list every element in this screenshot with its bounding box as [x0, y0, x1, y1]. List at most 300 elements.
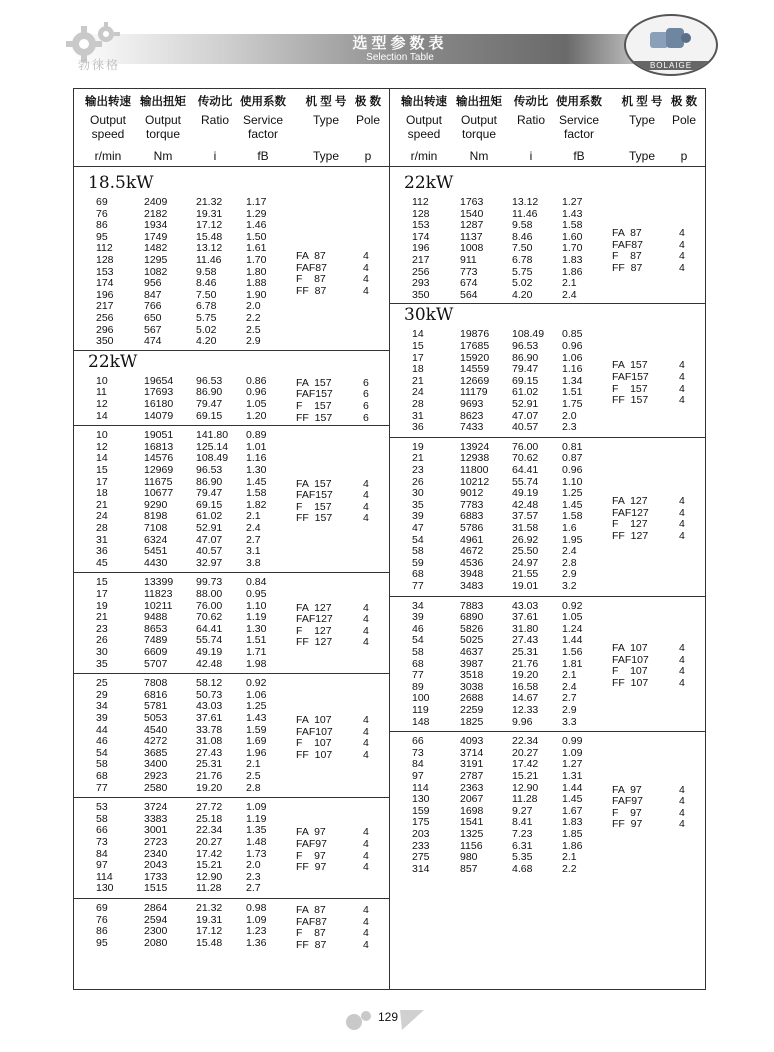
table-cell: 0.96: [246, 386, 267, 399]
col-header-en: Output torque: [460, 113, 498, 141]
col-header-cn: 传动比: [197, 96, 233, 108]
pole-count: 4: [363, 915, 369, 928]
table-cell: 175: [412, 816, 430, 829]
table-cell: 2.0: [246, 300, 261, 313]
table-cell: 12.90: [512, 781, 539, 794]
table-cell: 1698: [460, 804, 484, 817]
brand-name: 勃徕格: [78, 58, 121, 72]
section-rule: [74, 350, 389, 351]
table-cell: 1.09: [246, 801, 267, 814]
model-type: FA 97: [296, 826, 326, 839]
table-cell: 6609: [144, 646, 168, 658]
table-cell: 2787: [460, 770, 484, 782]
table-cell: 1.51: [246, 634, 267, 647]
table-cell: 1.25: [562, 487, 583, 500]
table-cell: 1.44: [562, 781, 583, 794]
group-rule: [74, 797, 389, 798]
table-cell: 2.4: [246, 522, 261, 534]
table-cell: 76: [96, 913, 108, 926]
pole-count: 4: [679, 677, 685, 689]
pole-count: 4: [363, 624, 369, 637]
table-cell: 13399: [144, 576, 174, 589]
table-cell: 11.28: [196, 882, 222, 895]
selection-table: [73, 88, 706, 990]
table-cell: 69: [96, 902, 108, 914]
table-cell: 108.49: [196, 452, 229, 465]
table-cell: 1.06: [246, 688, 267, 701]
table-cell: 86: [96, 219, 108, 232]
table-cell: 5.75: [512, 265, 533, 278]
col-header-unit: Nm: [469, 149, 489, 163]
table-cell: 153: [412, 219, 430, 232]
table-cell: 25: [96, 677, 108, 690]
table-cell: 2067: [460, 793, 484, 806]
table-cell: 1.06: [562, 351, 583, 364]
pole-count: 4: [679, 795, 685, 808]
table-cell: 128: [96, 254, 114, 266]
table-cell: 17.42: [196, 847, 223, 860]
table-cell: 14576: [144, 452, 174, 465]
table-cell: 14559: [460, 363, 490, 376]
table-cell: 17: [412, 351, 424, 364]
table-cell: 15.48: [196, 230, 223, 243]
table-cell: 66: [96, 824, 108, 837]
table-cell: 61.02: [196, 510, 223, 523]
model-type: FAF107: [296, 725, 333, 738]
table-cell: 69.15: [512, 374, 539, 387]
table-cell: 5025: [460, 634, 484, 647]
table-cell: 2923: [144, 770, 168, 782]
table-cell: 674: [460, 277, 478, 290]
table-cell: 77: [96, 781, 108, 794]
pole-count: 4: [363, 489, 369, 502]
table-cell: 15.21: [512, 770, 539, 782]
table-cell: 1.75: [562, 398, 583, 410]
table-cell: 1.81: [562, 657, 583, 670]
table-cell: 4536: [460, 556, 484, 569]
table-cell: 70.62: [196, 611, 223, 624]
table-cell: 70.62: [512, 452, 539, 465]
table-cell: 10212: [460, 475, 490, 488]
col-header-en: Output speed: [89, 113, 127, 141]
table-cell: 40.57: [512, 421, 539, 434]
table-cell: 203: [412, 828, 430, 840]
table-cell: 76.00: [196, 599, 223, 612]
table-cell: 1.86: [562, 839, 583, 852]
pole-count: 4: [679, 371, 685, 383]
table-cell: 1.34: [562, 374, 583, 387]
model-type: F 87: [296, 273, 326, 286]
pole-count: 4: [679, 783, 685, 796]
table-cell: 3.8: [246, 556, 261, 569]
table-cell: 23: [412, 464, 424, 476]
table-cell: 37.61: [196, 712, 223, 724]
col-header-cn: 输出转速: [85, 96, 131, 108]
table-cell: 55.74: [512, 475, 539, 488]
table-cell: 21.55: [512, 568, 539, 581]
table-cell: 19654: [144, 374, 174, 387]
table-cell: 9.96: [512, 715, 533, 728]
table-cell: 1934: [144, 219, 168, 232]
table-cell: 567: [144, 323, 162, 336]
table-cell: 25.18: [196, 812, 223, 825]
table-cell: 19.20: [196, 781, 223, 794]
table-cell: 9693: [460, 398, 484, 410]
table-cell: 148: [412, 715, 430, 728]
model-type: FAF157: [296, 489, 333, 502]
table-cell: 0.87: [562, 452, 583, 465]
table-cell: 2340: [144, 847, 168, 860]
table-cell: 50.73: [196, 688, 223, 701]
pole-count: 4: [363, 725, 369, 738]
table-cell: 0.96: [562, 340, 583, 352]
title-en: Selection Table: [366, 52, 434, 63]
table-cell: 4272: [144, 735, 168, 748]
table-cell: 17685: [460, 340, 490, 352]
model-type: FAF87: [612, 238, 643, 251]
table-cell: 196: [96, 288, 114, 301]
table-cell: 1.31: [562, 770, 583, 782]
table-cell: 2.0: [562, 409, 577, 422]
table-cell: 19051: [144, 429, 174, 442]
table-cell: 2300: [144, 925, 168, 938]
table-cell: 1.90: [246, 288, 267, 301]
table-cell: 13924: [460, 440, 490, 453]
table-cell: 54: [412, 533, 424, 546]
table-cell: 11823: [144, 588, 173, 600]
col-header-en: Ratio: [516, 113, 545, 127]
table-cell: 1.29: [246, 207, 267, 220]
table-cell: 37.57: [512, 510, 539, 523]
table-cell: 2864: [144, 902, 168, 914]
table-cell: 1.30: [246, 622, 267, 635]
table-cell: 97: [96, 859, 108, 872]
table-cell: 43.03: [196, 700, 223, 713]
model-type: FF 97: [612, 818, 643, 831]
table-cell: 89: [412, 680, 424, 693]
table-cell: 17.42: [512, 758, 539, 771]
table-cell: 141.80: [196, 429, 229, 442]
table-cell: 1.80: [246, 265, 267, 278]
table-cell: 4672: [460, 545, 484, 558]
table-cell: 2.1: [562, 851, 577, 864]
pole-count: 4: [679, 495, 685, 507]
pole-count: 4: [363, 285, 369, 297]
table-cell: 112: [96, 242, 113, 255]
table-cell: 0.99: [562, 735, 583, 748]
table-cell: 14: [96, 409, 108, 422]
column-divider: [389, 89, 390, 989]
model-type: FA 157: [296, 477, 332, 490]
pole-count: 4: [363, 512, 369, 525]
pole-count: 4: [363, 613, 369, 626]
col-header-unit: fB: [257, 149, 269, 163]
table-cell: 31.58: [512, 522, 539, 534]
table-cell: 77: [412, 580, 424, 592]
table-cell: 12.90: [196, 870, 223, 883]
group-rule: [390, 596, 705, 597]
table-cell: 314: [412, 862, 430, 875]
table-cell: 2.4: [562, 545, 577, 558]
table-cell: 1.36: [246, 936, 267, 949]
col-header-unit: fB: [573, 149, 585, 163]
table-cell: 128: [412, 207, 430, 220]
table-cell: 2594: [144, 913, 168, 926]
table-cell: 58: [96, 812, 108, 825]
table-cell: 30: [96, 646, 108, 658]
pole-count: 4: [679, 506, 685, 519]
group-rule: [390, 437, 705, 438]
table-cell: 5707: [144, 657, 168, 670]
table-cell: 68: [412, 657, 424, 670]
table-cell: 34: [412, 599, 424, 612]
table-cell: 1.10: [562, 475, 583, 488]
table-cell: 5.02: [196, 323, 217, 336]
table-cell: 0.89: [246, 429, 267, 442]
table-cell: 1.19: [246, 611, 267, 624]
table-cell: 39: [412, 611, 424, 624]
model-type: FF 157: [296, 411, 333, 424]
table-cell: 1137: [460, 230, 483, 243]
table-cell: 0.84: [246, 576, 267, 589]
table-cell: 8623: [460, 409, 484, 422]
table-cell: 17.12: [196, 925, 223, 938]
table-cell: 13.12: [196, 242, 223, 255]
table-cell: 6.31: [512, 839, 533, 852]
table-cell: 4.20: [196, 335, 217, 348]
table-cell: 1.50: [246, 230, 267, 243]
pole-count: 4: [679, 238, 685, 251]
table-cell: 12938: [460, 452, 490, 465]
table-cell: 55.74: [196, 634, 223, 647]
model-type: FF 87: [296, 285, 327, 297]
table-cell: 26.92: [512, 533, 539, 546]
table-cell: 49.19: [196, 646, 223, 658]
table-cell: 847: [144, 288, 162, 301]
model-type: F 157: [296, 400, 332, 412]
table-cell: 31.08: [196, 735, 223, 748]
table-cell: 11.46: [196, 254, 222, 266]
table-cell: 1.25: [246, 700, 267, 713]
table-cell: 15920: [460, 351, 490, 364]
table-cell: 8.46: [196, 277, 217, 290]
pole-count: 4: [679, 250, 685, 263]
table-cell: 293: [412, 277, 430, 290]
table-cell: 10: [96, 429, 108, 442]
table-cell: 196: [412, 242, 430, 255]
pole-count: 4: [363, 826, 369, 839]
table-cell: 15: [96, 576, 108, 589]
table-cell: 39: [96, 712, 108, 724]
table-cell: 1.58: [562, 510, 583, 523]
table-cell: 1.98: [246, 657, 267, 670]
table-cell: 119: [412, 704, 429, 716]
table-cell: 86.90: [512, 351, 539, 364]
table-cell: 1.56: [562, 646, 583, 658]
pole-count: 4: [363, 273, 369, 286]
table-cell: 97: [412, 770, 424, 782]
table-cell: 9290: [144, 498, 168, 511]
pole-count: 4: [363, 904, 369, 916]
page-header: [0, 0, 774, 80]
table-cell: 24: [96, 510, 108, 523]
table-cell: 217: [412, 254, 430, 266]
section-rule: [390, 303, 705, 304]
table-cell: 13.12: [512, 196, 539, 208]
table-cell: 6.78: [512, 254, 533, 266]
table-cell: 1540: [460, 207, 484, 220]
table-cell: 1.43: [246, 712, 267, 724]
model-type: FA 127: [612, 495, 648, 507]
model-type: F 157: [296, 500, 332, 513]
table-cell: 58.12: [196, 677, 223, 690]
table-cell: 21.32: [196, 196, 223, 208]
table-cell: 1.58: [246, 487, 267, 500]
table-cell: 1325: [460, 828, 484, 840]
power-rating: 18.5kW: [88, 173, 154, 193]
table-cell: 5826: [460, 622, 484, 635]
table-cell: 130: [412, 793, 430, 806]
table-cell: 2.8: [246, 781, 261, 794]
table-cell: 2363: [460, 781, 484, 794]
col-header-cn: 机 型 号: [305, 96, 347, 108]
model-type: FA 107: [296, 714, 332, 726]
table-cell: 911: [460, 254, 477, 266]
gearmotor-icon: [648, 26, 692, 52]
table-cell: 2.9: [562, 568, 577, 581]
table-cell: 66: [412, 735, 424, 748]
table-cell: 1.35: [246, 824, 267, 837]
col-header-unit: Nm: [153, 149, 173, 163]
col-header-cn: 使用系数: [240, 96, 286, 108]
model-type: FAF97: [612, 795, 643, 808]
col-header-cn: 输出扭矩: [140, 96, 186, 108]
table-cell: 108.49: [512, 328, 545, 341]
table-cell: 7.50: [196, 288, 217, 301]
table-cell: 7489: [144, 634, 168, 647]
table-cell: 2.4: [562, 680, 577, 693]
table-cell: 1.71: [246, 646, 267, 658]
pole-count: 4: [363, 838, 369, 850]
table-cell: 1008: [460, 242, 484, 255]
table-cell: 54: [412, 634, 424, 647]
table-cell: 84: [96, 847, 108, 860]
table-cell: 9.58: [512, 219, 533, 232]
group-rule: [74, 572, 389, 573]
table-cell: 19.01: [512, 580, 539, 592]
table-cell: 25.31: [512, 646, 539, 658]
table-cell: 564: [460, 288, 478, 301]
table-cell: 5786: [460, 522, 484, 534]
table-cell: 49.19: [512, 487, 539, 500]
col-header-unit: p: [680, 149, 688, 163]
pole-count: 4: [679, 806, 685, 819]
table-cell: 69: [96, 196, 108, 208]
table-cell: 100: [412, 692, 430, 705]
table-cell: 1082: [144, 265, 168, 278]
col-header-cn: 输出扭矩: [456, 96, 502, 108]
table-cell: 47.07: [512, 409, 539, 422]
table-cell: 21.32: [196, 902, 223, 914]
table-cell: 159: [412, 804, 430, 817]
col-header-unit: i: [213, 149, 217, 163]
table-cell: 58: [412, 545, 424, 558]
table-cell: 21: [412, 452, 424, 465]
table-cell: 14079: [144, 409, 174, 422]
group-rule: [390, 731, 705, 732]
table-cell: 11.28: [512, 793, 538, 806]
table-cell: 4540: [144, 723, 168, 736]
model-type: FF 157: [296, 512, 333, 525]
table-cell: 52.91: [512, 398, 539, 410]
pole-count: 4: [363, 737, 369, 750]
model-type: FF 157: [612, 394, 649, 407]
table-cell: 2.7: [246, 533, 261, 546]
table-cell: 68: [412, 568, 424, 581]
table-cell: 2.1: [246, 510, 261, 523]
table-cell: 1.83: [562, 816, 583, 829]
table-cell: 114: [412, 781, 429, 794]
table-cell: 17: [96, 475, 108, 488]
pole-count: 6: [363, 400, 369, 412]
table-cell: 46: [412, 622, 424, 635]
col-header-en: Ratio: [200, 113, 229, 127]
header-rule: [74, 166, 705, 167]
table-cell: 275: [412, 851, 430, 864]
table-cell: 88.00: [196, 588, 223, 600]
table-cell: 27.43: [512, 634, 539, 647]
table-cell: 350: [412, 288, 430, 301]
table-cell: 174: [412, 230, 430, 243]
table-cell: 16813: [144, 440, 174, 453]
table-cell: 15: [412, 340, 424, 352]
table-cell: 1.51: [562, 386, 583, 399]
table-cell: 46: [96, 735, 108, 748]
pole-count: 4: [363, 849, 369, 862]
table-cell: 1.61: [246, 242, 267, 255]
table-cell: 1.67: [562, 804, 583, 817]
table-cell: 2.4: [562, 288, 577, 301]
model-type: FA 157: [296, 376, 332, 389]
table-cell: 11: [96, 386, 107, 399]
pole-count: 4: [679, 665, 685, 678]
table-cell: 2080: [144, 936, 168, 949]
table-cell: 650: [144, 312, 162, 324]
table-cell: 79.47: [512, 363, 539, 376]
model-type: FAF87: [296, 261, 327, 274]
group-rule: [74, 898, 389, 899]
table-cell: 21: [96, 498, 108, 511]
table-cell: 1.45: [562, 793, 583, 806]
table-cell: 22.34: [196, 824, 223, 837]
col-header-cn: 极 数: [354, 96, 382, 108]
table-cell: 10: [96, 374, 108, 387]
table-cell: 11.46: [512, 207, 538, 220]
model-type: FA 157: [612, 359, 648, 372]
table-cell: 12: [96, 398, 108, 410]
table-cell: 99.73: [196, 576, 223, 589]
table-cell: 84: [412, 758, 424, 771]
table-cell: 22.34: [512, 735, 539, 748]
table-cell: 2.1: [246, 758, 261, 771]
table-cell: 2043: [144, 859, 168, 872]
model-type: FA 127: [296, 601, 332, 614]
table-cell: 47: [412, 522, 424, 534]
table-cell: 217: [96, 300, 114, 313]
table-cell: 26: [412, 475, 424, 488]
col-header-cn: 机 型 号: [621, 96, 663, 108]
table-cell: 1825: [460, 715, 484, 728]
